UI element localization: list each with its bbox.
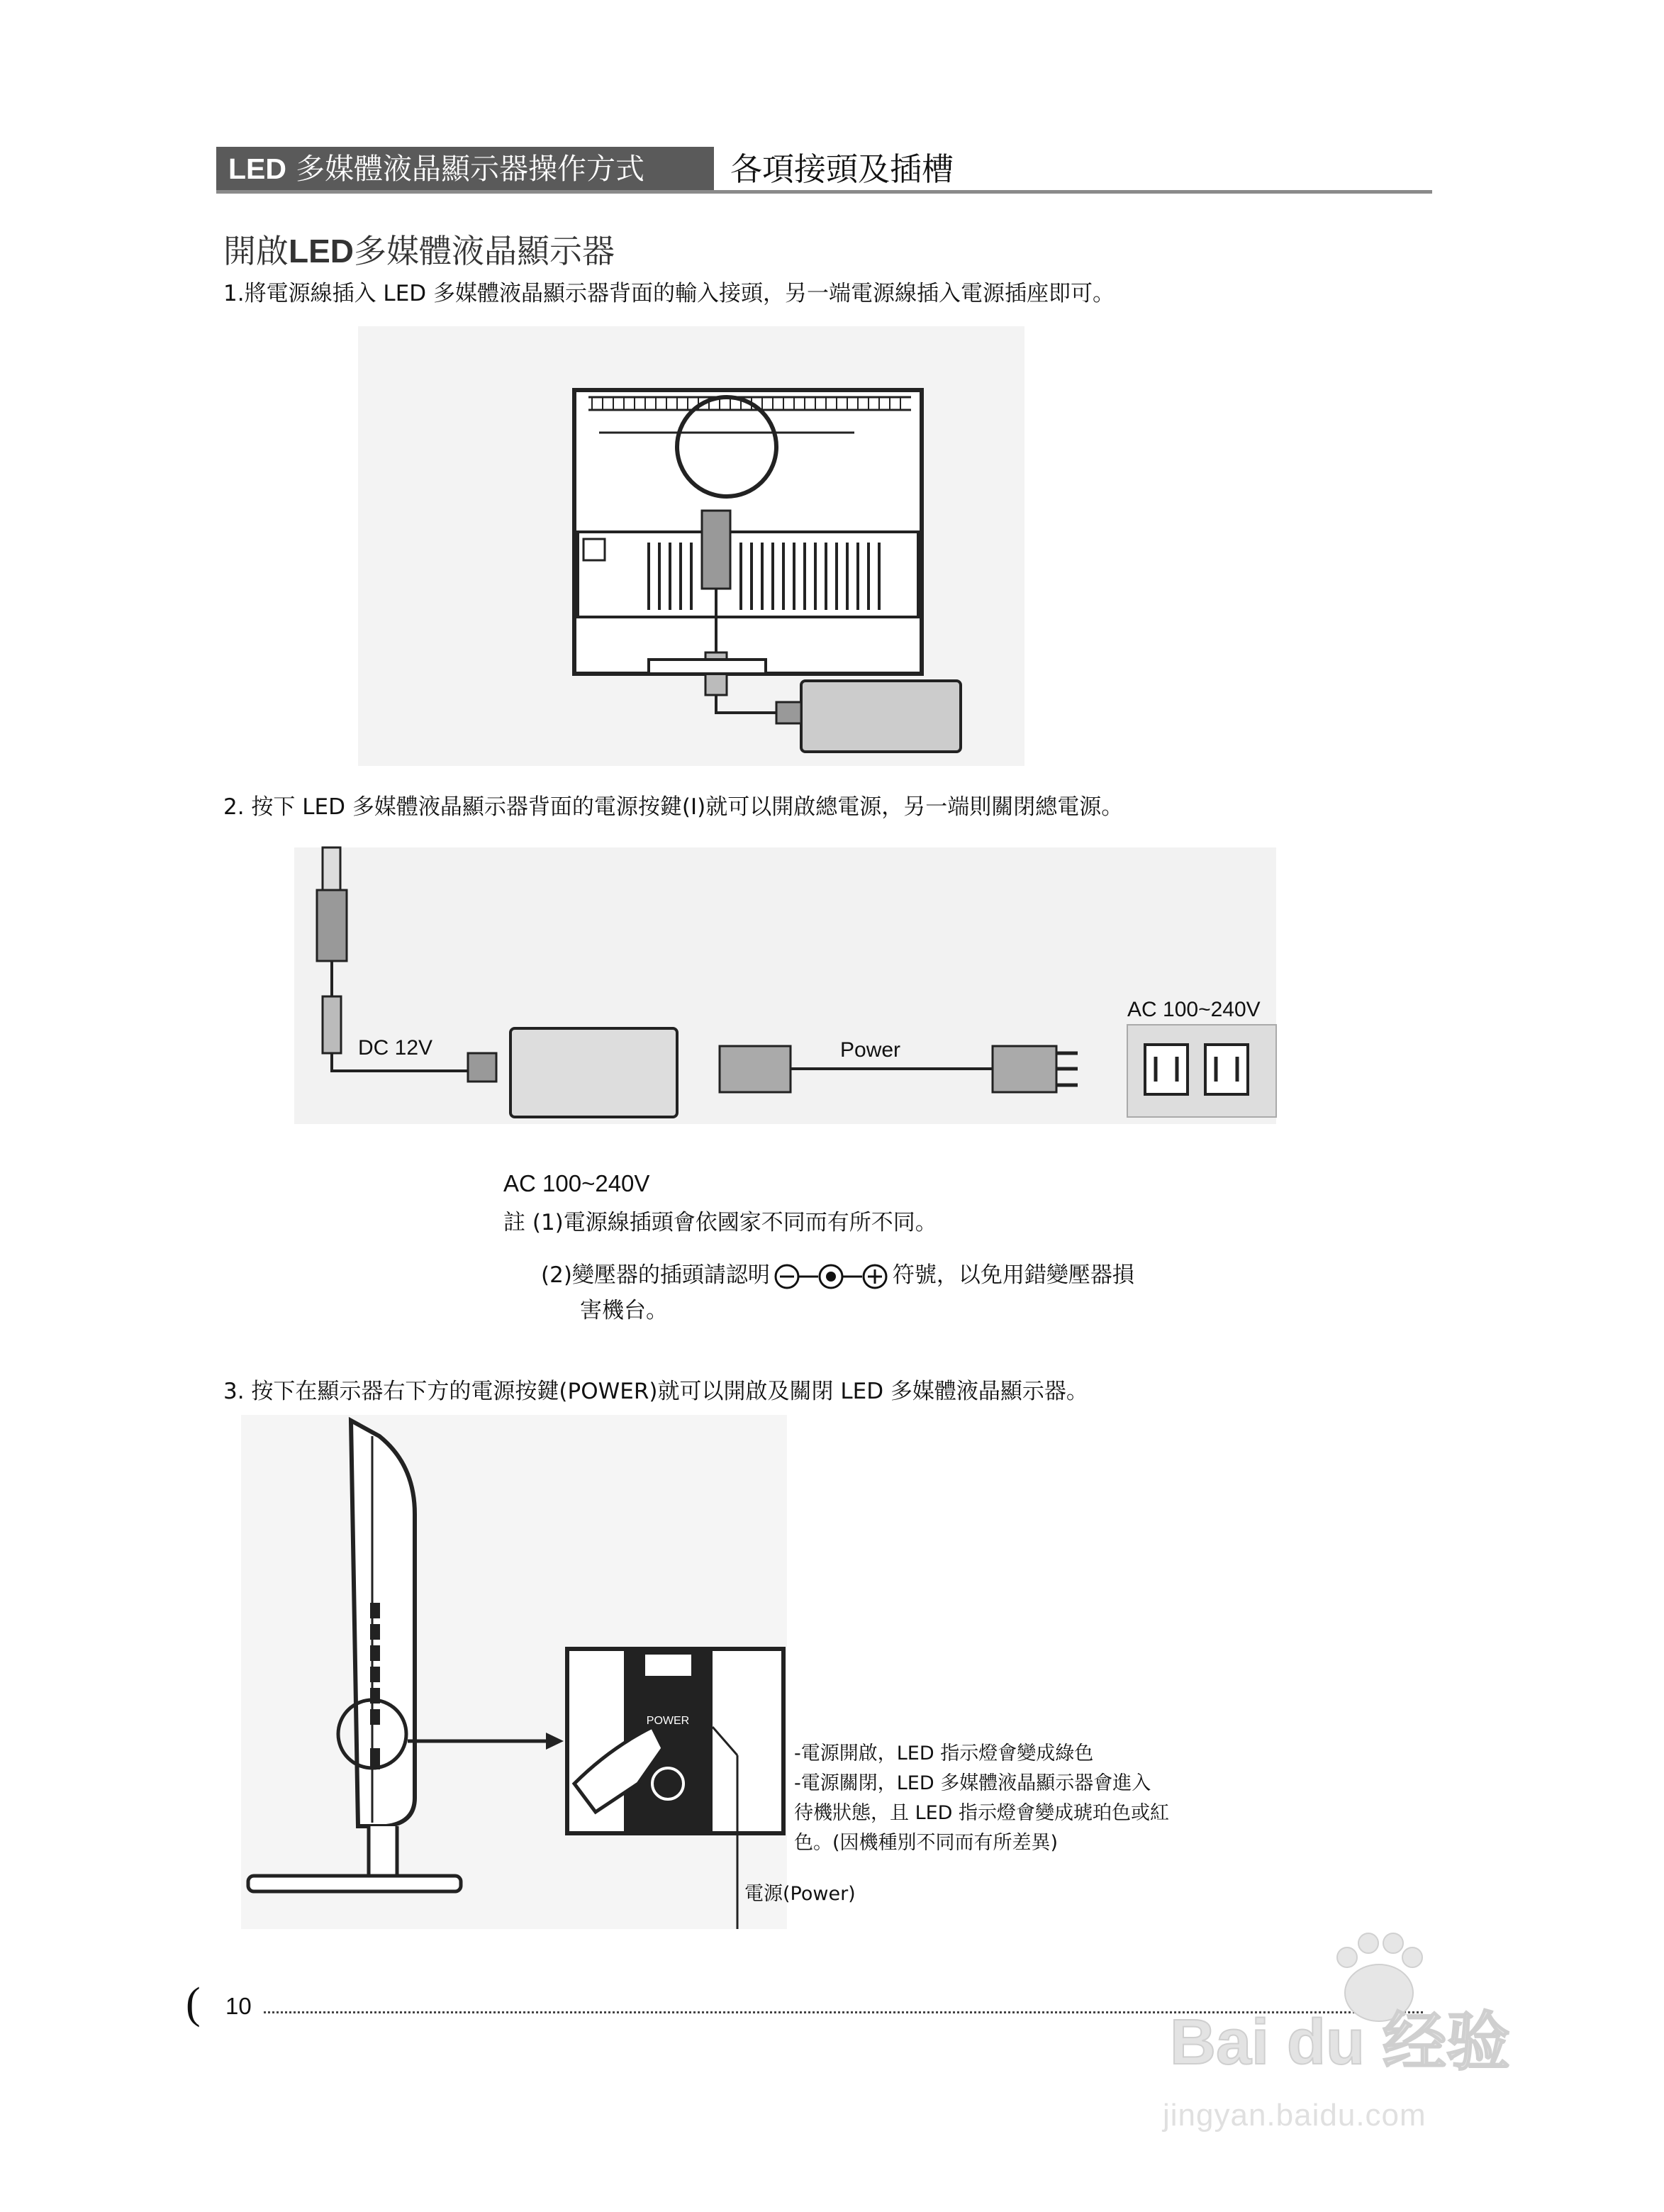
svg-text:DC 12V: DC 12V [358,1036,433,1060]
chapter-subtitle: 各項接頭及插槽 [730,150,954,188]
callout-line-2: -電源關閉，LED 多媒體液晶顯示器會進入 [794,1772,1151,1794]
step-3-text: 3. 按下在顯示器右下方的電源按鍵(POWER)就可以開啟及關閉 LED 多媒體液晶顯示器。 [223,1379,1088,1404]
page-number: 10 [225,1993,252,2019]
page-bracket: ( [186,1979,201,2028]
monitor-back-figure [358,326,1024,766]
callout-line-4: 色。(因機種別不同而有所差異) [794,1832,1059,1854]
note-2: (2)變壓器的插頭請認明 符號，以免用錯變壓器損 [541,1257,1134,1291]
baidu-watermark-logo [1163,1915,1539,2071]
ac-voltage-text: AC 100~240V [503,1170,650,1196]
power-label: 電源(Power) [744,1883,856,1905]
svg-text:POWER: POWER [646,1715,690,1727]
note-1: 註 (1)電源線插頭會依國家不同而有所不同。 [503,1210,937,1235]
svg-text:Power: Power [840,1038,901,1062]
header-rule [216,190,1432,194]
chapter-title: LED 多媒體液晶顯示器操作方式 [228,152,645,186]
callout-line-1: -電源開啟，LED 指示燈會變成綠色 [794,1743,1094,1764]
step-2-text: 2. 按下 LED 多媒體液晶顯示器背面的電源按鍵(I)就可以開啟總電源，另一端則關閉總電源。 [223,794,1124,820]
polarity-symbol-icon [773,1262,890,1291]
section-title: 開啟LED多媒體液晶顯示器 [223,232,615,270]
watermark-url: jingyan.baidu.com [1163,2098,1426,2133]
callout-line-3: 待機狀態，且 LED 指示燈會變成琥珀色或紅 [794,1802,1170,1824]
power-adapter-figure [294,840,1287,1128]
monitor-side-figure [241,1415,787,1933]
note-2-continued: 害機台。 [580,1298,668,1323]
svg-text:Bai du 经验: Bai du 经验 [1170,2007,1511,2071]
step-1-text: 1.將電源線插入 LED 多媒體液晶顯示器背面的輸入接頭，另一端電源線插入電源插座即可。 [223,281,1115,306]
svg-text:AC 100~240V: AC 100~240V [1127,998,1261,1021]
